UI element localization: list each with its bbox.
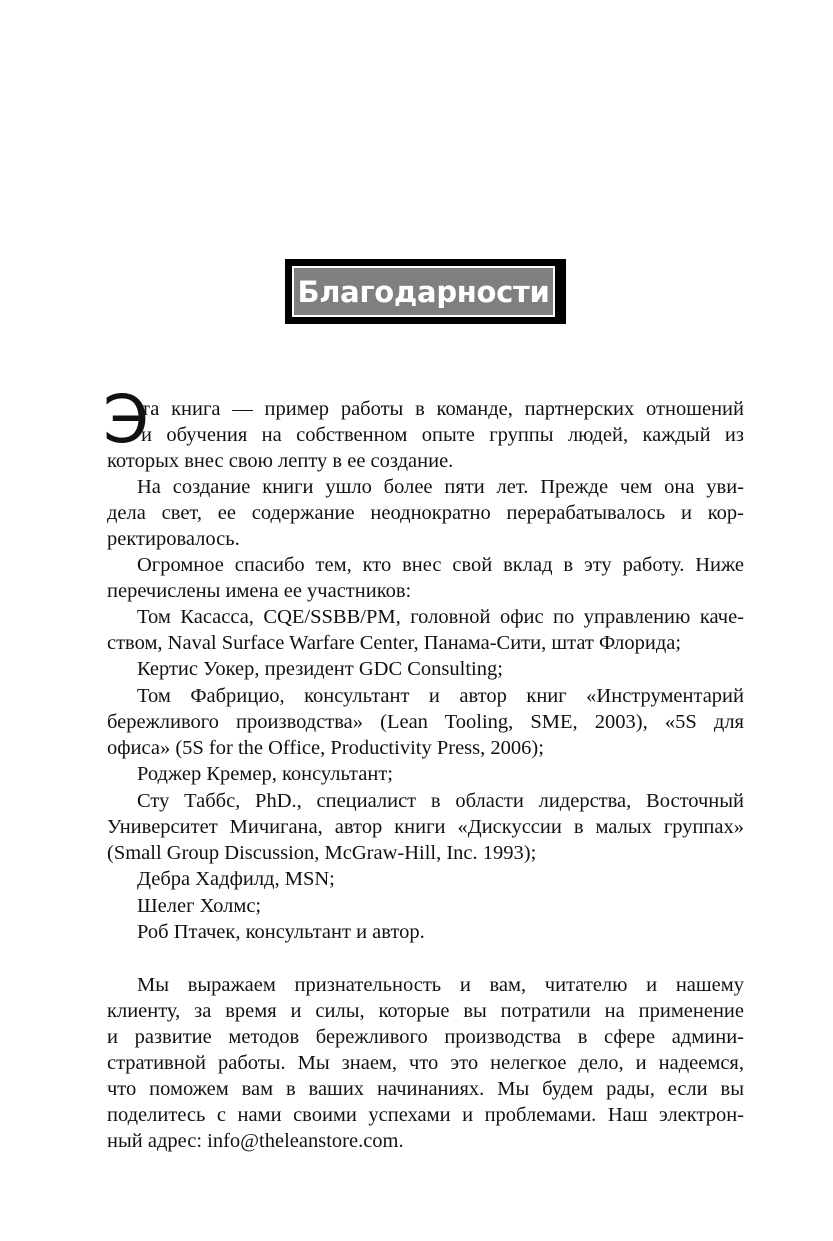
text-line: стративной работы. Мы знаем, что это нелегкое дело, и надеемся, bbox=[107, 1052, 744, 1074]
credit-line: ством, Naval Surface Warfare Center, Панама-Сити, штат Флорида; bbox=[107, 632, 682, 654]
credit-line: Роб Птачек, консультант и автор. bbox=[137, 921, 425, 943]
text-line: Огромное спасибо тем, кто внес свой вклад в эту работу. Ниже bbox=[137, 554, 744, 576]
credit-line: Роджер Кремер, консультант; bbox=[137, 763, 393, 785]
text-line: ный адрес: info@theleanstore.com. bbox=[107, 1130, 404, 1152]
text-line: клиенту, за время и силы, которые вы потратили на применение bbox=[107, 1000, 744, 1022]
credit-line: (Small Group Discussion, McGraw-Hill, Inc. 1993); bbox=[107, 842, 537, 864]
credit-line: Сту Таббс, PhD., специалист в области лидерства, Восточный bbox=[137, 790, 744, 812]
text-line: поделитесь с нами своими успехами и проблемами. Наш электрон- bbox=[107, 1104, 744, 1126]
text-line: и развитие методов бережливого производства в сфере админи- bbox=[107, 1026, 744, 1048]
credit-line: Кертис Уокер, президент GDC Consulting; bbox=[137, 658, 503, 680]
chapter-title: Благодарности bbox=[297, 274, 550, 309]
text-line: та книга — пример работы в команде, партнерских отношений bbox=[141, 398, 744, 420]
drop-cap: Э bbox=[103, 381, 150, 458]
text-line: и обучения на собственном опыте группы людей, каждый из bbox=[141, 424, 744, 446]
text-line: которых внес свою лепту в ее создание. bbox=[107, 450, 454, 472]
credit-line: Университет Мичигана, автор книги «Дискуссии в малых группах» bbox=[107, 816, 744, 838]
credit-line: Дебра Хадфилд, MSN; bbox=[137, 868, 335, 890]
text-line: На создание книги ушло более пяти лет. Прежде чем она уви- bbox=[137, 476, 744, 498]
text-line: Мы выражаем признательность и вам, читателю и нашему bbox=[137, 974, 744, 996]
text-line: что поможем вам в ваших начинаниях. Мы будем рады, если вы bbox=[107, 1078, 744, 1100]
credit-line: Том Фабрицио, консультант и автор книг «Инструментарий bbox=[137, 685, 744, 707]
credit-line: Шелег Холмс; bbox=[137, 895, 262, 917]
credit-line: Том Касасса, CQE/SSBB/PM, головной офис по управлению каче- bbox=[137, 606, 744, 628]
credit-line: офиса» (5S for the Office, Productivity Press, 2006); bbox=[107, 737, 544, 759]
text-line: ректировалось. bbox=[107, 528, 240, 550]
chapter-title-frame bbox=[285, 259, 566, 324]
credit-line: бережливого производства» (Lean Tooling, SME, 2003), «5S для bbox=[107, 711, 744, 733]
text-line: перечислены имена ее участников: bbox=[107, 580, 412, 602]
chapter-title-box bbox=[292, 266, 555, 317]
text-line: дела свет, ее содержание неоднократно перерабатывалось и кор- bbox=[107, 502, 744, 524]
